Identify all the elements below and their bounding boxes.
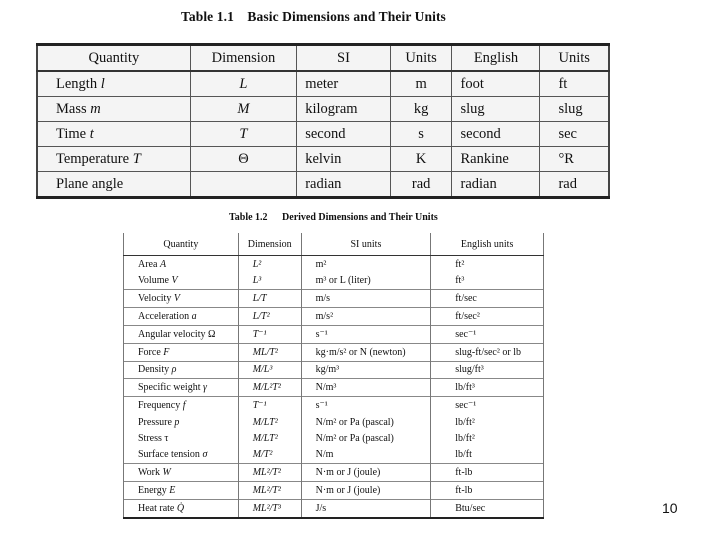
column-header-quantity: Quantity — [124, 233, 239, 256]
english-unit-symbol-cell: rad — [540, 172, 609, 198]
si-unit-name-cell: kilogram — [297, 97, 391, 122]
quantity-symbol: f — [182, 400, 186, 412]
quantity-name: Temperature — [56, 150, 130, 167]
english-unit-symbol-cell: ft — [540, 71, 609, 97]
english-unit-name-cell: Rankine — [452, 147, 540, 172]
quantity-symbol: p — [174, 416, 180, 428]
si-units-cell: m³ or L (liter) — [301, 273, 431, 290]
si-units-cell: s⁻¹ — [301, 325, 431, 343]
si-unit-name-cell: second — [297, 122, 391, 147]
quantity-cell — [37, 122, 190, 147]
quantity-cell — [124, 308, 239, 326]
si-unit-symbol-cell: K — [390, 147, 452, 172]
quantity-name: Heat rate — [138, 502, 175, 514]
english-units-cell: ft² — [431, 256, 544, 273]
table-row — [124, 273, 544, 290]
quantity-name: Mass — [56, 100, 87, 117]
quantity-name: Specific weight — [138, 382, 201, 394]
quantity-symbol: E — [169, 484, 176, 496]
quantity-symbol: W — [162, 467, 171, 479]
quantity-name: Density — [138, 364, 170, 376]
column-header-dimension: Dimension — [190, 45, 296, 72]
quantity-symbol: γ — [202, 382, 207, 394]
quantity-cell — [124, 464, 239, 482]
si-units-cell: m/s — [301, 290, 431, 308]
quantity-cell — [37, 97, 190, 122]
english-unit-symbol-cell: °R — [540, 147, 609, 172]
english-units-cell: lb/ft — [431, 447, 544, 464]
si-units-cell: kg/m³ — [301, 361, 431, 379]
column-header-english-units: English units — [431, 233, 544, 256]
table-row — [37, 71, 609, 97]
quantity-symbol: a — [191, 310, 197, 322]
si-unit-symbol-cell: m — [390, 71, 452, 97]
column-header-si-units: Units — [390, 45, 452, 72]
si-unit-name-cell: meter — [297, 71, 391, 97]
quantity-cell — [37, 71, 190, 97]
si-units-cell: N/m³ — [301, 379, 431, 397]
table-row — [124, 447, 544, 464]
quantity-name: Time — [56, 125, 87, 142]
dimension-cell: T — [190, 122, 296, 147]
table-row — [124, 414, 544, 430]
dimension-cell: M/LT² — [238, 430, 301, 446]
dimension-cell: L² — [238, 256, 301, 273]
table-row — [37, 97, 609, 122]
table-2-number: Table 1.2 — [229, 212, 268, 223]
quantity-cell — [124, 482, 239, 500]
table-1-number: Table 1.1 — [181, 9, 234, 24]
table-row — [124, 379, 544, 397]
dimension-cell: Θ — [190, 147, 296, 172]
quantity-name: Angular velocity — [138, 328, 206, 340]
dimension-cell: L/T² — [238, 308, 301, 326]
table-row — [124, 361, 544, 379]
quantity-name: Pressure — [138, 416, 172, 428]
dimension-cell: T⁻¹ — [238, 397, 301, 414]
table-row — [124, 397, 544, 414]
dimension-cell: M/LT² — [238, 414, 301, 430]
quantity-cell — [124, 256, 239, 273]
quantity-name: Surface tension — [138, 449, 200, 461]
english-units-cell: sec⁻¹ — [431, 325, 544, 343]
dimension-cell: ML/T² — [238, 343, 301, 361]
dimension-cell — [190, 172, 296, 198]
si-units-cell: N/m² or Pa (pascal) — [301, 414, 431, 430]
english-units-cell: ft/sec² — [431, 308, 544, 326]
basic-dimensions-table — [36, 43, 610, 199]
english-units-cell: Btu/sec — [431, 499, 544, 518]
quantity-cell — [124, 325, 239, 343]
quantity-symbol: ρ — [171, 364, 177, 376]
english-unit-symbol-cell: sec — [540, 122, 609, 147]
si-unit-name-cell: kelvin — [297, 147, 391, 172]
dimension-cell: L — [190, 71, 296, 97]
english-units-cell: ft³ — [431, 273, 544, 290]
english-unit-symbol-cell: slug — [540, 97, 609, 122]
table-1-caption — [181, 9, 541, 25]
quantity-cell — [124, 499, 239, 518]
quantity-cell — [124, 447, 239, 464]
quantity-name: Plane angle — [56, 175, 124, 192]
quantity-cell — [37, 172, 190, 198]
table-row — [37, 147, 609, 172]
table-1-title: Basic Dimensions and Their Units — [247, 9, 446, 24]
quantity-cell — [124, 430, 239, 446]
si-units-cell: s⁻¹ — [301, 397, 431, 414]
si-units-cell: m/s² — [301, 308, 431, 326]
table-2-title: Derived Dimensions and Their Units — [282, 212, 438, 223]
table-row — [124, 430, 544, 446]
table-row — [124, 499, 544, 518]
dimension-cell: T⁻¹ — [238, 325, 301, 343]
table-row — [124, 343, 544, 361]
quantity-cell — [124, 414, 239, 430]
dimension-cell: L/T — [238, 290, 301, 308]
quantity-cell — [37, 147, 190, 172]
si-unit-symbol-cell: rad — [390, 172, 452, 198]
english-units-cell: lb/ft³ — [431, 379, 544, 397]
english-unit-name-cell: slug — [452, 97, 540, 122]
english-units-cell: sec⁻¹ — [431, 397, 544, 414]
column-header-si: SI — [297, 45, 391, 72]
dimension-cell: ML²/T² — [238, 464, 301, 482]
quantity-symbol: Ω — [207, 328, 216, 340]
si-unit-symbol-cell: kg — [390, 97, 452, 122]
dimension-cell: ML²/T³ — [238, 499, 301, 518]
table-row — [124, 464, 544, 482]
page-number: 10 — [662, 500, 678, 516]
english-units-cell: slug/ft³ — [431, 361, 544, 379]
quantity-name: Energy — [138, 484, 167, 496]
table-row — [124, 256, 544, 273]
table-row — [124, 482, 544, 500]
si-units-cell: N/m² or Pa (pascal) — [301, 430, 431, 446]
dimension-cell: M/L³ — [238, 361, 301, 379]
quantity-symbol: T — [132, 150, 141, 167]
english-unit-name-cell: radian — [452, 172, 540, 198]
column-header-english-units: Units — [540, 45, 609, 72]
quantity-name: Length — [56, 75, 98, 92]
si-units-cell: N·m or J (joule) — [301, 482, 431, 500]
quantity-name: Volume — [138, 275, 169, 287]
si-units-cell: J/s — [301, 499, 431, 518]
quantity-cell — [124, 379, 239, 397]
dimension-cell: M/T² — [238, 447, 301, 464]
dimension-cell: L³ — [238, 273, 301, 290]
english-units-cell: ft/sec — [431, 290, 544, 308]
quantity-cell — [124, 361, 239, 379]
si-units-cell: N·m or J (joule) — [301, 464, 431, 482]
table-2-caption — [229, 212, 489, 223]
quantity-symbol: l — [100, 75, 105, 92]
dimension-cell: M — [190, 97, 296, 122]
column-header-si-units: SI units — [301, 233, 431, 256]
si-units-cell: N/m — [301, 447, 431, 464]
quantity-symbol: Q̇ — [176, 502, 185, 514]
english-unit-name-cell: second — [452, 122, 540, 147]
english-units-cell: ft-lb — [431, 482, 544, 500]
quantity-name: Area — [138, 258, 158, 270]
quantity-symbol: A — [159, 258, 167, 270]
english-units-cell: lb/ft² — [431, 430, 544, 446]
quantity-cell — [124, 397, 239, 414]
dimension-cell: M/L²T² — [238, 379, 301, 397]
table-row — [124, 290, 544, 308]
quantity-symbol: V — [171, 275, 178, 287]
quantity-name: Stress — [138, 432, 162, 444]
si-units-cell: kg·m/s² or N (newton) — [301, 343, 431, 361]
quantity-symbol: τ — [164, 432, 169, 444]
quantity-symbol: V — [173, 293, 180, 305]
quantity-name: Work — [138, 467, 160, 479]
quantity-name: Velocity — [138, 293, 172, 305]
quantity-symbol: t — [89, 125, 94, 142]
quantity-name: Frequency — [138, 400, 181, 412]
english-units-cell: ft-lb — [431, 464, 544, 482]
si-units-cell: m² — [301, 256, 431, 273]
quantity-cell — [124, 290, 239, 308]
quantity-symbol: σ — [202, 449, 208, 461]
table-2-header-row — [124, 233, 544, 256]
column-header-dimension: Dimension — [238, 233, 301, 256]
quantity-cell — [124, 343, 239, 361]
table-row — [124, 325, 544, 343]
table-1-header-row — [37, 45, 609, 72]
column-header-quantity: Quantity — [37, 45, 190, 72]
column-header-english: English — [452, 45, 540, 72]
si-unit-symbol-cell: s — [390, 122, 452, 147]
english-units-cell: lb/ft² — [431, 414, 544, 430]
quantity-name: Force — [138, 346, 161, 358]
table-row — [37, 172, 609, 198]
si-unit-name-cell: radian — [297, 172, 391, 198]
quantity-symbol: F — [163, 346, 170, 358]
english-units-cell: slug-ft/sec² or lb — [431, 343, 544, 361]
quantity-name: Acceleration — [138, 310, 190, 322]
quantity-symbol: m — [90, 100, 101, 117]
english-unit-name-cell: foot — [452, 71, 540, 97]
table-row — [124, 308, 544, 326]
table-row — [37, 122, 609, 147]
quantity-cell — [124, 273, 239, 290]
derived-dimensions-table — [123, 233, 544, 519]
dimension-cell: ML²/T² — [238, 482, 301, 500]
